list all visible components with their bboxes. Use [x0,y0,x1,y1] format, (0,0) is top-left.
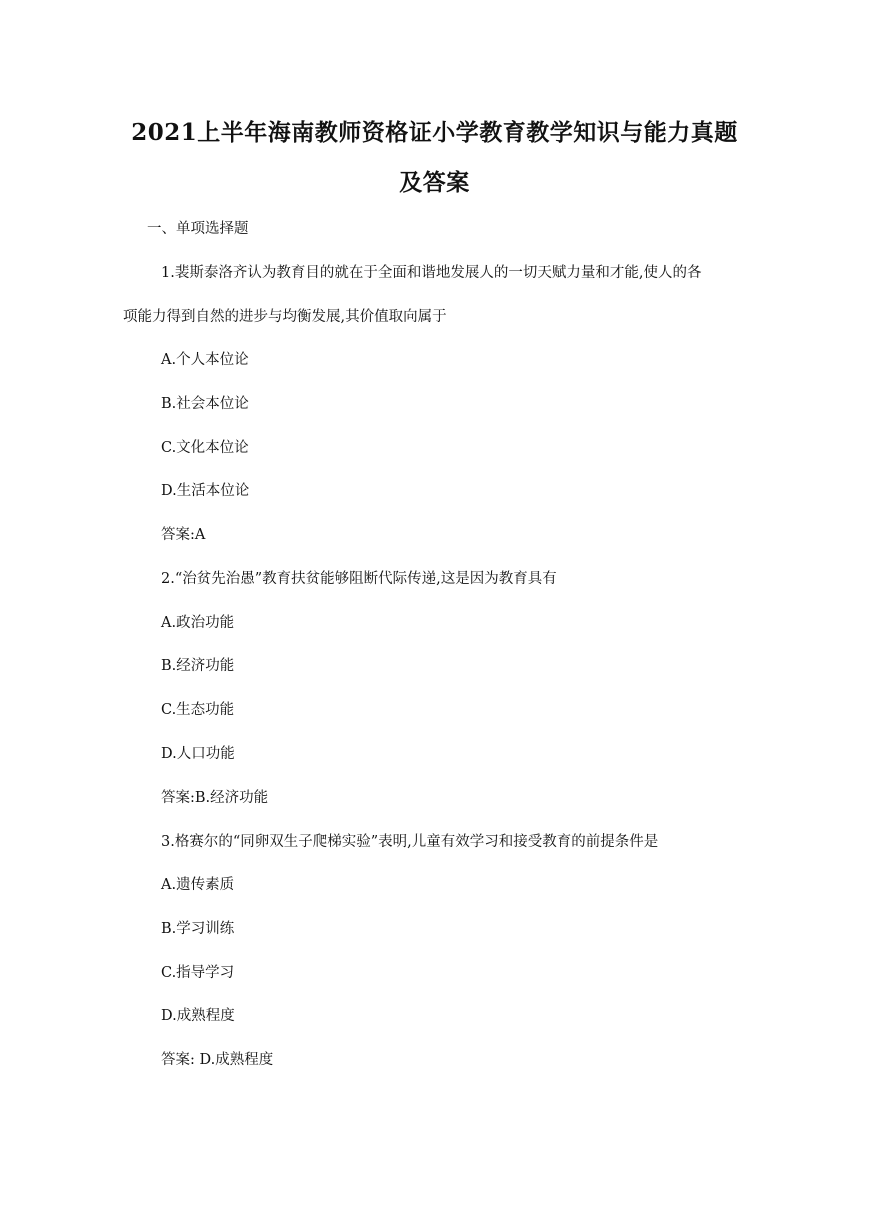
question-1-answer: 答案:A [161,527,206,543]
question-1-option-b: B.社会本位论 [161,396,249,412]
question-3-answer: 答案: D.成熟程度 [161,1052,274,1068]
document-title-line1: 2021上半年海南教师资格证小学教育教学知识与能力真题 [131,119,738,146]
question-2-answer: 答案:B.经济功能 [161,790,269,806]
question-2-option-d: D.人口功能 [161,746,235,762]
document-title-line2: 及答案 [399,169,470,196]
question-3-option-a: A.遗传素质 [161,877,235,893]
question-1-stem-line2: 项能力得到自然的进步与均衡发展,其价值取向属于 [123,309,447,325]
question-1-stem-line1: 1.裴斯泰洛齐认为教育目的就在于全面和谐地发展人的一切天赋力量和才能,使人的各 [161,265,702,281]
question-2-option-c: C.生态功能 [161,702,235,718]
question-3-option-d: D.成熟程度 [161,1008,235,1024]
question-1-option-a: A.个人本位论 [161,352,249,368]
section-heading: 一、单项选择题 [147,221,249,237]
question-1-option-c: C.文化本位论 [161,440,249,456]
question-3-stem: 3.格赛尔的“同卵双生子爬梯实验”表明,儿童有效学习和接受教育的前提条件是 [161,834,659,850]
question-1-option-d: D.生活本位论 [161,483,250,499]
question-2-option-b: B.经济功能 [161,658,235,674]
question-2-option-a: A.政治功能 [161,615,235,631]
question-3-option-c: C.指导学习 [161,965,235,981]
question-2-stem: 2.“治贫先治愚”教育扶贫能够阻断代际传递,这是因为教育具有 [161,571,557,587]
question-3-option-b: B.学习训练 [161,921,235,937]
